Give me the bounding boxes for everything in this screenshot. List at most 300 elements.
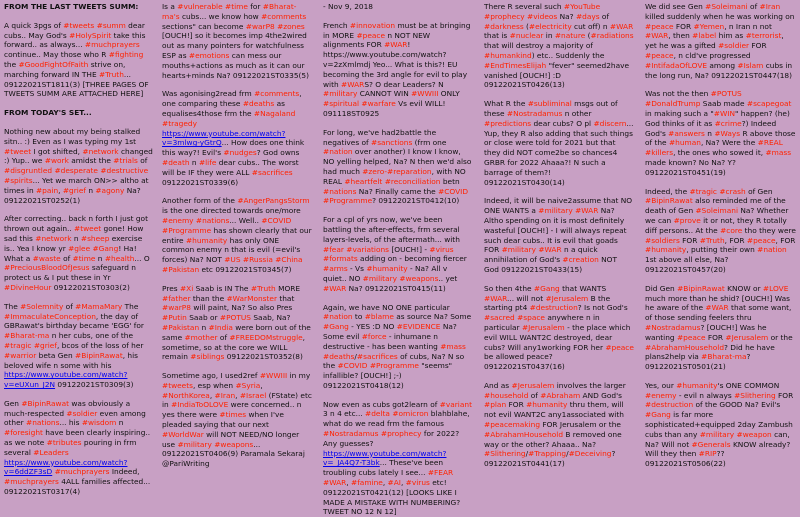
url-link[interactable]: https://www.youtube.com/watch?v=_JA4Q7-T3bk — [323, 448, 447, 468]
hashtag-link[interactable]: #deaths — [242, 99, 275, 109]
hashtag-link[interactable]: #muchprayers — [84, 40, 140, 50]
tweet-text: has only ONE common enemy n that is evil (=evil's forces) Na? NOT — [162, 235, 301, 265]
hashtag-link[interactable]: #days — [575, 11, 600, 21]
hashtag-link[interactable]: #Nostradamus — [323, 429, 379, 439]
hashtag-link[interactable]: #grief — [62, 185, 86, 195]
tweet-text: strive on, marching forward IN THE — [4, 59, 126, 79]
tweet-text: Na? Altho spending on it is most definitely wasteful [OUCH!] - I will always repeat such dear cubs.. It is evil that goads FOR — [484, 206, 627, 255]
tweet-text: ... Well.. — [229, 215, 262, 225]
hashtag-link[interactable]: #Gang — [645, 410, 671, 420]
tweet-text: will paint, Na? So also Pres — [190, 303, 293, 313]
hashtag-link[interactable]: #Leaders — [33, 447, 69, 457]
tweet-text: - inhumane n destructive - has been wanting — [323, 331, 441, 351]
hashtag-link[interactable]: #MamaMary — [75, 301, 123, 311]
tweet-text: FOR — [749, 41, 767, 51]
tweet-text: Another form of the — [162, 196, 238, 206]
hashtag-link[interactable]: #nuclear — [509, 31, 544, 41]
tweet-block — [4, 108, 154, 118]
hashtag-link[interactable]: #REAL — [757, 138, 783, 148]
hashtag-link[interactable]: #tragedy — [162, 118, 197, 128]
hashtag-link[interactable]: #mass — [765, 148, 792, 158]
hashtag-link[interactable]: #spirits — [4, 175, 33, 185]
hashtag-link[interactable]: #PreciousBloodOfJesus — [4, 263, 90, 273]
hashtag-link[interactable]: #electricity — [528, 21, 572, 31]
tweet-text: - the place which evil WILL WANT2C destroyed, dear cubs? Will any1working FOR her — [484, 322, 631, 352]
hashtag-link[interactable]: #sheep — [80, 233, 110, 243]
tweet-text: dear cubs.. May God's — [4, 20, 145, 40]
hashtag-link[interactable]: #Truth — [699, 235, 725, 245]
hashtag-link[interactable]: #COVID — [337, 361, 368, 371]
hashtag-link[interactable]: #Putin — [162, 313, 187, 323]
hashtag-link[interactable]: #Deceiving — [568, 449, 612, 459]
hashtag-link[interactable]: #tragic — [689, 186, 717, 196]
tweet-text: of — [747, 2, 760, 11]
hashtag-link[interactable]: #emotions — [188, 50, 230, 60]
hashtag-link[interactable]: #peace — [676, 332, 706, 342]
tweet-text: safeguard n protect us & I put these in Yr — [4, 263, 136, 283]
hashtag-link[interactable]: #EVIDENCE — [396, 322, 441, 332]
hashtag-link[interactable]: #arms — [323, 264, 348, 274]
hashtag-link[interactable]: #IntifadaOfLOVE — [645, 60, 708, 70]
hashtag-link[interactable]: #network — [35, 233, 72, 243]
tweet-block — [4, 127, 154, 205]
hashtag-link[interactable]: #work — [44, 156, 69, 166]
hashtag-link[interactable]: #Nostradamus — [506, 108, 563, 118]
hashtag-link[interactable]: #WAR — [609, 21, 634, 31]
tweet-text: cut off) n — [571, 21, 610, 31]
hashtag-link[interactable]: #Jerusalem — [511, 380, 555, 390]
hashtag-link[interactable]: #FEAR — [427, 468, 454, 478]
hashtag-link[interactable]: #FREEDOMstruggle — [229, 332, 303, 342]
hashtag-link[interactable]: #WAR — [484, 293, 508, 303]
hashtag-link[interactable]: #videos — [527, 11, 558, 21]
tweet-text: ... his — [59, 418, 82, 428]
hashtag-link[interactable]: #POTUS — [710, 89, 742, 99]
hashtag-link[interactable]: #sacred — [484, 313, 515, 323]
hashtag-link[interactable]: #NorthKorea — [162, 390, 210, 400]
hashtag-link[interactable]: #humanity — [185, 235, 228, 245]
tweet-block — [4, 214, 154, 292]
tweet-text: was obviously a much-respected — [4, 398, 131, 418]
hashtag-link[interactable]: #innovation — [349, 20, 396, 30]
hashtag-link[interactable]: #Gang — [533, 283, 560, 293]
hashtag-link[interactable]: #weapon — [736, 429, 772, 439]
tweet-text: - YES :D NO — [348, 322, 397, 332]
hashtag-link[interactable]: #Programme — [323, 196, 373, 206]
hashtag-link[interactable]: #variant — [439, 399, 472, 409]
tweet-text: , the day of GBRawat's birthday became 'EGG' for — [4, 311, 144, 331]
tweet-text: FOR — [506, 400, 527, 410]
hashtag-link[interactable]: #Ways — [714, 128, 741, 138]
hashtag-link[interactable]: #nature — [554, 31, 586, 41]
hashtag-link[interactable]: #HolySpirit — [69, 30, 112, 40]
hashtag-link[interactable]: #grief — [33, 340, 57, 350]
hashtag-link[interactable]: #Israel — [239, 390, 267, 400]
tweet-text: , then — [668, 31, 693, 41]
hashtag-link[interactable]: #Programme — [369, 361, 419, 371]
hashtag-link[interactable]: #waste — [32, 253, 61, 263]
tweet-text: him as — [716, 31, 746, 41]
hashtag-link[interactable]: #trials — [113, 156, 138, 166]
hashtag-link[interactable]: #destruction — [529, 303, 578, 313]
tweet-text: For long, we've had2battle the negatives of — [323, 127, 437, 147]
hashtag-link[interactable]: #peace — [605, 342, 634, 352]
hashtag-link[interactable]: #WAR — [645, 31, 669, 41]
hashtag-link[interactable]: #fear — [323, 244, 344, 254]
tweet-text: n her cubs, one of the — [49, 331, 134, 341]
hashtag-link[interactable]: #WAR — [705, 303, 729, 313]
hashtag-link[interactable]: #Russia — [242, 255, 273, 265]
hashtag-link[interactable]: #creation — [562, 255, 599, 265]
tweet-text: that will destroy a majority of — [484, 41, 594, 51]
hashtag-link[interactable]: #peace — [746, 235, 776, 245]
hashtag-link[interactable]: #peacemaking — [484, 420, 541, 430]
tweet-text: pouring in frm several — [4, 438, 137, 457]
tweet-text: etc 09122021ST0345(7) — [199, 264, 292, 274]
hashtag-link[interactable]: #Slithering — [734, 390, 776, 400]
hashtag-link[interactable]: #military — [362, 273, 398, 283]
hashtag-link[interactable]: #military — [323, 89, 358, 99]
hashtag-link[interactable]: #WAR — [384, 40, 408, 50]
hashtag-link[interactable]: #predictions — [484, 118, 532, 128]
hashtag-link[interactable]: #WWIII — [259, 371, 288, 381]
hashtag-link[interactable]: #Slithering — [484, 449, 526, 459]
hashtag-link[interactable]: #WAR — [341, 79, 365, 89]
hashtag-link[interactable]: #WAR — [575, 206, 599, 216]
hashtag-link[interactable]: #times — [219, 410, 247, 420]
hashtag-link[interactable]: #Xi — [179, 283, 194, 293]
hashtag-link[interactable]: #India — [208, 322, 233, 332]
hashtag-link[interactable]: #muchprayers — [54, 467, 110, 477]
hashtag-link[interactable]: #fighting — [108, 50, 144, 60]
hashtag-link[interactable]: #Gang — [92, 243, 119, 253]
tweet-text: FOR — [679, 235, 700, 245]
hashtag-link[interactable]: #weapons — [214, 439, 254, 449]
tweet-text: Vs evil WILL! 091118ST0925 — [323, 99, 446, 118]
hashtag-link[interactable]: #LOVE — [762, 283, 789, 293]
hashtag-link[interactable]: #desperate — [54, 166, 98, 176]
hashtag-link[interactable]: #label — [692, 31, 717, 41]
hashtag-link[interactable]: #DivineHour — [4, 282, 52, 292]
tweet-text: - Na? All v quiet.. NO — [323, 264, 448, 283]
hashtag-link[interactable]: #prophecy — [484, 11, 525, 21]
url-link[interactable]: https://www.youtube.com/watch?v=6ddZF3sD — [4, 457, 128, 477]
hashtag-link[interactable]: #radiations — [590, 31, 634, 41]
hashtag-link[interactable]: #sacrifices — [356, 351, 398, 361]
tweet-text: ... How does one think this way?! Evil's — [162, 138, 305, 158]
hashtag-link[interactable]: #Jerusalem — [521, 322, 565, 332]
tweet-text: Saab or — [186, 313, 220, 323]
hashtag-link[interactable]: #plan — [484, 400, 507, 410]
tweet-text: CANNOT WIN — [357, 89, 412, 99]
tweet-text: gone! How sad this — [4, 224, 144, 243]
hashtag-link[interactable]: #killers — [645, 148, 674, 158]
hashtag-link[interactable]: #famine — [351, 478, 383, 488]
hashtag-link[interactable]: #pain — [35, 185, 59, 195]
hashtag-link[interactable]: #EndTimesElijah — [484, 60, 547, 70]
hashtag-link[interactable]: #tweets — [162, 380, 193, 390]
tweet-text: n — [85, 185, 96, 195]
hashtag-link[interactable]: #mother — [184, 332, 218, 342]
hashtag-link[interactable]: #Abraham — [540, 390, 581, 400]
tweet-block — [484, 196, 634, 274]
hashtag-link[interactable]: #summ — [96, 20, 126, 30]
hashtag-link[interactable]: #Yemen — [693, 21, 725, 31]
hashtag-link[interactable]: #Soleimani — [705, 2, 748, 11]
hashtag-link[interactable]: #nations — [26, 418, 60, 428]
hashtag-link[interactable]: #delta — [365, 409, 390, 419]
hashtag-link[interactable]: #BipinRawat — [75, 350, 123, 360]
hashtag-link[interactable]: #weapons — [399, 273, 439, 283]
tweet-text: "seems" infallible? [OUCH!] ;-) 09122021ST0418(12) — [323, 361, 453, 390]
hashtag-link[interactable]: #Nagaland — [253, 108, 296, 118]
tweet-text: n a quick annihilation of God's — [484, 245, 598, 265]
hashtag-link[interactable]: #tributes — [46, 438, 82, 448]
hashtag-link[interactable]: #Gang — [323, 322, 349, 332]
tweet-text: Indeed, — [109, 467, 140, 477]
hashtag-link[interactable]: #Pakistan — [162, 322, 200, 332]
hashtag-link[interactable]: #comments — [261, 11, 307, 21]
hashtag-link[interactable]: #humanity — [676, 380, 718, 390]
hashtag-link[interactable]: #zones — [277, 21, 305, 31]
hashtag-link[interactable]: #core — [720, 225, 743, 235]
hashtag-link[interactable]: #foresight — [4, 428, 43, 438]
hashtag-link[interactable]: #agony — [95, 185, 125, 195]
tweet-text: among — [707, 60, 738, 70]
hashtag-link[interactable]: #Trapping — [528, 449, 567, 459]
hashtag-link[interactable]: #heartfelt — [344, 176, 383, 186]
hashtag-link[interactable]: #tweet — [74, 224, 102, 234]
hashtag-link[interactable]: #China — [275, 255, 303, 265]
hashtag-link[interactable]: #answers — [668, 128, 705, 138]
hashtag-link[interactable]: #YouTube — [563, 2, 601, 11]
hashtag-link[interactable]: #nation — [323, 147, 353, 157]
url-link[interactable]: https://www.youtube.com/watch?v=3mlwg-yGtrQ — [162, 128, 286, 148]
tweet-text: Na? Some evil — [323, 322, 457, 341]
hashtag-link[interactable]: #household — [484, 390, 529, 400]
hashtag-link[interactable]: #space — [517, 313, 545, 323]
hashtag-link[interactable]: #prophecy — [380, 429, 422, 439]
hashtag-link[interactable]: #WIN — [713, 108, 736, 118]
hashtag-link[interactable]: #tragic — [4, 340, 32, 350]
hashtag-link[interactable]: #Pakistan — [162, 264, 200, 274]
tweet-text: when I've pleaded saying that our next — [162, 410, 284, 430]
hashtag-link[interactable]: #AbrahamHousehold — [645, 342, 725, 352]
hashtag-link[interactable]: #discern — [593, 118, 627, 128]
hashtag-link[interactable]: #Truth — [250, 283, 276, 293]
hashtag-link[interactable]: #soldier — [66, 408, 98, 418]
hashtag-link[interactable]: #reconciliation — [384, 176, 441, 186]
hashtag-link[interactable]: #Bharat-ma — [701, 352, 747, 362]
hashtag-link[interactable]: #humanity — [366, 264, 408, 274]
tweet-text: can mess our mouths+actions as much as it can our hearts+minds Na? 09122021ST0335(5) — [162, 50, 309, 80]
hashtag-link[interactable]: #enemy — [645, 390, 677, 400]
hashtag-link[interactable]: #US — [224, 255, 241, 265]
tweet-text: betn — [440, 176, 460, 186]
hashtag-link[interactable]: #WAR — [538, 245, 562, 255]
hashtag-link[interactable]: #terrorist — [745, 31, 782, 41]
hashtag-link[interactable]: #warP8 — [245, 21, 275, 31]
tweet-text: Nothing new about my being stalked sitn.. :) Even as I was typing my 1st — [4, 126, 141, 146]
tweet-column-5 — [645, 2, 797, 469]
hashtag-link[interactable]: #humanity — [526, 400, 568, 410]
hashtag-link[interactable]: #scapegoat — [746, 99, 792, 109]
hashtag-link[interactable]: #Generals — [691, 439, 731, 449]
hashtag-link[interactable]: #muchprayers — [4, 477, 59, 487]
hashtag-link[interactable]: #peace — [356, 30, 386, 40]
hashtag-link[interactable]: #crash — [719, 186, 746, 196]
tweet-text: cubs... we know how — [179, 11, 262, 21]
hashtag-link[interactable]: #deaths — [323, 351, 355, 361]
hashtag-link[interactable]: #peace — [645, 21, 674, 31]
hashtag-link[interactable]: #soldiers — [645, 235, 680, 245]
hashtag-link[interactable]: #glee — [68, 243, 91, 253]
tweet-column-2 — [162, 2, 312, 469]
hashtag-link[interactable]: #prove — [673, 215, 701, 225]
hashtag-link[interactable]: #darkness — [484, 21, 524, 31]
hashtag-link[interactable]: #sanctions — [371, 137, 413, 147]
hashtag-link[interactable]: #comments — [254, 89, 300, 99]
hashtag-link[interactable]: #Bharat-ma — [4, 331, 50, 341]
tweet-text: (FState) etc in — [162, 390, 312, 410]
tweet-text: ? 09122021ST0501(21) — [645, 352, 751, 372]
hashtag-link[interactable]: #network — [82, 146, 119, 156]
tweet-text: ! https://www.youtube.com/watch?v=2zXmlmdj Yeo... What is this?! EU becoming the 3rd angle for evil to play with — [323, 40, 468, 89]
hashtag-link[interactable]: #destruction — [645, 400, 694, 410]
hashtag-link[interactable]: #warrior — [4, 350, 37, 360]
hashtag-link[interactable]: #Nostradamus — [645, 322, 701, 332]
url-link[interactable]: https://www.youtube.com/watch?v=eUXun_J2N — [4, 370, 128, 390]
hashtag-link[interactable]: #IndiaToOLOVE — [171, 400, 229, 410]
hashtag-link[interactable]: #virus — [405, 478, 430, 488]
hashtag-link[interactable]: #AI — [387, 478, 401, 488]
hashtag-link[interactable]: #crime — [714, 118, 742, 128]
tweet-text: There R several such — [484, 2, 564, 11]
hashtag-link[interactable]: #POTUS — [219, 313, 251, 323]
hashtag-link[interactable]: #warP8 — [162, 303, 191, 313]
hashtag-link[interactable]: #nudges — [223, 148, 257, 158]
hashtag-link[interactable]: #humankind — [484, 50, 532, 60]
hashtag-link[interactable]: #BipinRawat — [645, 196, 693, 206]
hashtag-link[interactable]: #Syria — [235, 380, 261, 390]
hashtag-link[interactable]: #tweets — [63, 20, 95, 30]
hashtag-link[interactable]: #vulnerable — [177, 2, 223, 11]
hashtag-link[interactable]: #Jerusalem — [545, 293, 589, 303]
hashtag-link[interactable]: #military — [177, 439, 212, 449]
hashtag-link[interactable]: #formats — [323, 254, 358, 264]
hashtag-link[interactable]: #COVID — [438, 186, 469, 196]
hashtag-link[interactable]: #military — [538, 206, 573, 216]
hashtag-link[interactable]: #health — [104, 253, 135, 263]
hashtag-link[interactable]: #AbrahamHousehold — [484, 429, 564, 439]
hashtag-link[interactable]: #WAR — [323, 283, 347, 293]
hashtag-link[interactable]: #WarMonster — [226, 293, 277, 303]
hashtag-link[interactable]: #blame — [364, 312, 394, 322]
hashtag-link[interactable]: #force — [361, 331, 387, 341]
hashtag-link[interactable]: #time — [225, 2, 248, 11]
hashtag-link[interactable]: #Programme — [162, 225, 212, 235]
hashtag-link[interactable]: #enemy — [162, 215, 194, 225]
hashtag-link[interactable]: #WAR — [323, 478, 347, 488]
hashtag-link[interactable]: #soldier — [718, 41, 750, 51]
hashtag-link[interactable]: #siblings — [190, 352, 225, 362]
tweet-block — [323, 215, 473, 293]
hashtag-link[interactable]: #BipinRawat — [21, 398, 70, 408]
hashtag-link[interactable]: #WWIII — [411, 89, 439, 99]
hashtag-link[interactable]: #military — [501, 245, 536, 255]
tweet-text: , his beloved wife n some with his — [4, 350, 139, 370]
hashtag-link[interactable]: #variations — [346, 244, 390, 254]
hashtag-link[interactable]: #ImmaculateConception — [4, 311, 96, 321]
hashtag-link[interactable]: #Iran — [759, 2, 781, 11]
hashtag-link[interactable]: #Solemnity — [20, 301, 64, 311]
hashtag-link[interactable]: #Soleimani — [695, 206, 739, 216]
hashtag-link[interactable]: #sacrifices — [251, 167, 293, 177]
hashtag-link[interactable]: #BipinRawat — [677, 283, 725, 293]
tweet-text: or the — [768, 332, 793, 342]
tweet-text: in — [543, 31, 555, 41]
hashtag-link[interactable]: #military — [699, 429, 735, 439]
hashtag-link[interactable]: #RIP — [698, 449, 717, 459]
hashtag-link[interactable]: #nation — [757, 245, 787, 255]
tweet-block — [484, 381, 634, 469]
hashtag-link[interactable]: #disgruntled — [4, 166, 53, 176]
hashtag-link[interactable]: #tweet — [4, 146, 32, 156]
hashtag-link[interactable]: #zero-#reparation — [362, 166, 432, 176]
hashtag-link[interactable]: #virus — [429, 244, 454, 254]
hashtag-link[interactable]: #omicron — [392, 409, 429, 419]
hashtag-link[interactable]: #AngerPangsStorm — [237, 196, 310, 206]
hashtag-link[interactable]: #subliminal — [527, 99, 572, 109]
hashtag-link[interactable]: #human — [668, 138, 701, 148]
hashtag-link[interactable]: #nations — [195, 215, 230, 225]
hashtag-link[interactable]: #Iran — [214, 390, 236, 400]
hashtag-link[interactable]: #WorldWar — [162, 429, 204, 439]
hashtag-link[interactable]: #Bharat-ma's — [162, 2, 297, 21]
hashtag-link[interactable]: #warfare — [361, 99, 396, 109]
hashtag-link[interactable]: #nations — [323, 186, 357, 196]
hashtag-link[interactable]: #time — [72, 253, 96, 263]
hashtag-link[interactable]: #life — [198, 157, 217, 167]
hashtag-link[interactable]: #destructive — [100, 166, 149, 176]
hashtag-link[interactable]: #father — [162, 293, 191, 303]
tweet-text: ( — [585, 31, 591, 41]
tweet-text: n — [704, 128, 715, 138]
tweet-text: Saab is IN The — [193, 283, 251, 293]
hashtag-link[interactable]: #wisdom — [81, 418, 117, 428]
tweet-text: amidst the — [68, 156, 114, 166]
hashtag-link[interactable]: #DonaldTrump — [645, 99, 701, 109]
hashtag-link[interactable]: #mass — [440, 341, 466, 351]
tweet-text: ... will not — [507, 293, 546, 303]
hashtag-link[interactable]: #peace — [645, 50, 674, 60]
tweet-block — [645, 284, 797, 372]
hashtag-link[interactable]: #death — [162, 157, 190, 167]
tweet-text: ?) Indeed God's — [645, 118, 777, 138]
hashtag-link[interactable]: #COVID — [261, 215, 292, 225]
tweet-text: n — [189, 157, 199, 167]
tweet-text: tho they were — [742, 225, 796, 235]
hashtag-link[interactable]: #spiritual — [323, 99, 360, 109]
tweet-text: [OUCH!] - — [389, 244, 430, 254]
hashtag-link[interactable]: #Islam — [737, 60, 764, 70]
hashtag-link[interactable]: #Jerusalem — [725, 332, 769, 342]
hashtag-link[interactable]: #GoodFightOfFaith — [18, 59, 89, 69]
hashtag-link[interactable]: #humanity — [645, 245, 687, 255]
tweet-text: of Gen — [745, 186, 773, 196]
hashtag-link[interactable]: #nation — [323, 312, 353, 322]
hashtag-link[interactable]: #Truth — [98, 69, 124, 79]
